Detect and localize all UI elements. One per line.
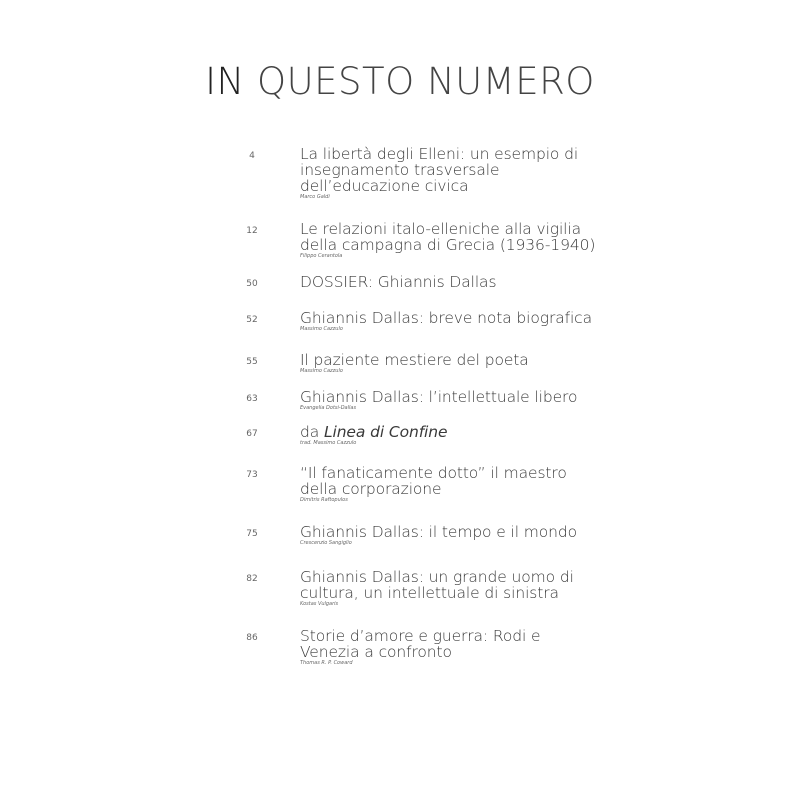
- entry-title: Ghiannis Dallas: breve nota biografica: [300, 309, 593, 327]
- page-number: 12: [246, 226, 258, 236]
- entry-title-italic: Linea di Confine: [323, 423, 448, 441]
- entry-title: Ghiannis Dallas: l’intellettuale libero: [300, 388, 578, 406]
- entry-author: Filippo Cerantola: [300, 253, 343, 259]
- page-number: 55: [246, 357, 258, 367]
- entry-title: Ghiannis Dallas: il tempo e il mondo: [300, 523, 577, 541]
- entry-author: Marco Galdi: [300, 194, 330, 200]
- page-number: 4: [249, 151, 255, 161]
- entry-title: Le relazioni italo-elleniche alla vigilia della campagna di Grecia (1936-1940): [300, 220, 596, 254]
- entry-title: La libertà degli Elleni: un esempio di insegnamento trasversale dell’educazione civica: [300, 145, 579, 195]
- page-number: 82: [246, 574, 258, 584]
- page-number: 67: [246, 429, 258, 439]
- entry-title: Storie d’amore e guerra: Rodi e Venezia a confronto: [300, 627, 541, 661]
- entry-title: Il paziente mestiere del poeta: [300, 351, 529, 369]
- entry-title: “Il fanaticamente dotto” il maestro della corporazione: [300, 464, 567, 498]
- page-number: 86: [246, 633, 258, 643]
- entry-title: Ghiannis Dallas: un grande uomo di cultura, un intellettuale di sinistra: [300, 568, 574, 602]
- title-part-rest: QUESTO NUMERO: [256, 60, 595, 103]
- entry-title: DOSSIER: Ghiannis Dallas: [300, 273, 497, 291]
- entry-author: Massimo Cazzulo: [300, 368, 343, 374]
- entry-author: Dimitris Raftopulos: [300, 497, 348, 503]
- entry-author: Crescenzio Sangiglio: [300, 540, 352, 546]
- entry-author: trad. Massimo Cazzulo: [300, 440, 357, 446]
- page-number: 50: [246, 279, 258, 289]
- page-number: 75: [246, 529, 258, 539]
- page-number: 63: [246, 394, 258, 404]
- entry-author: Massimo Cazzulo: [300, 326, 343, 332]
- entry-author: Kostas Vulgaris: [300, 601, 339, 607]
- entry-title: [300, 424, 600, 440]
- page-number: 52: [246, 315, 258, 325]
- title-part-in: IN: [205, 60, 245, 103]
- entry-author: Thomas R. P. Coward: [300, 660, 353, 666]
- entry-author: Evangelia Dotsi-Dallas: [300, 405, 357, 411]
- page-number: 73: [246, 470, 258, 480]
- entry-title-prefix: da: [300, 423, 324, 441]
